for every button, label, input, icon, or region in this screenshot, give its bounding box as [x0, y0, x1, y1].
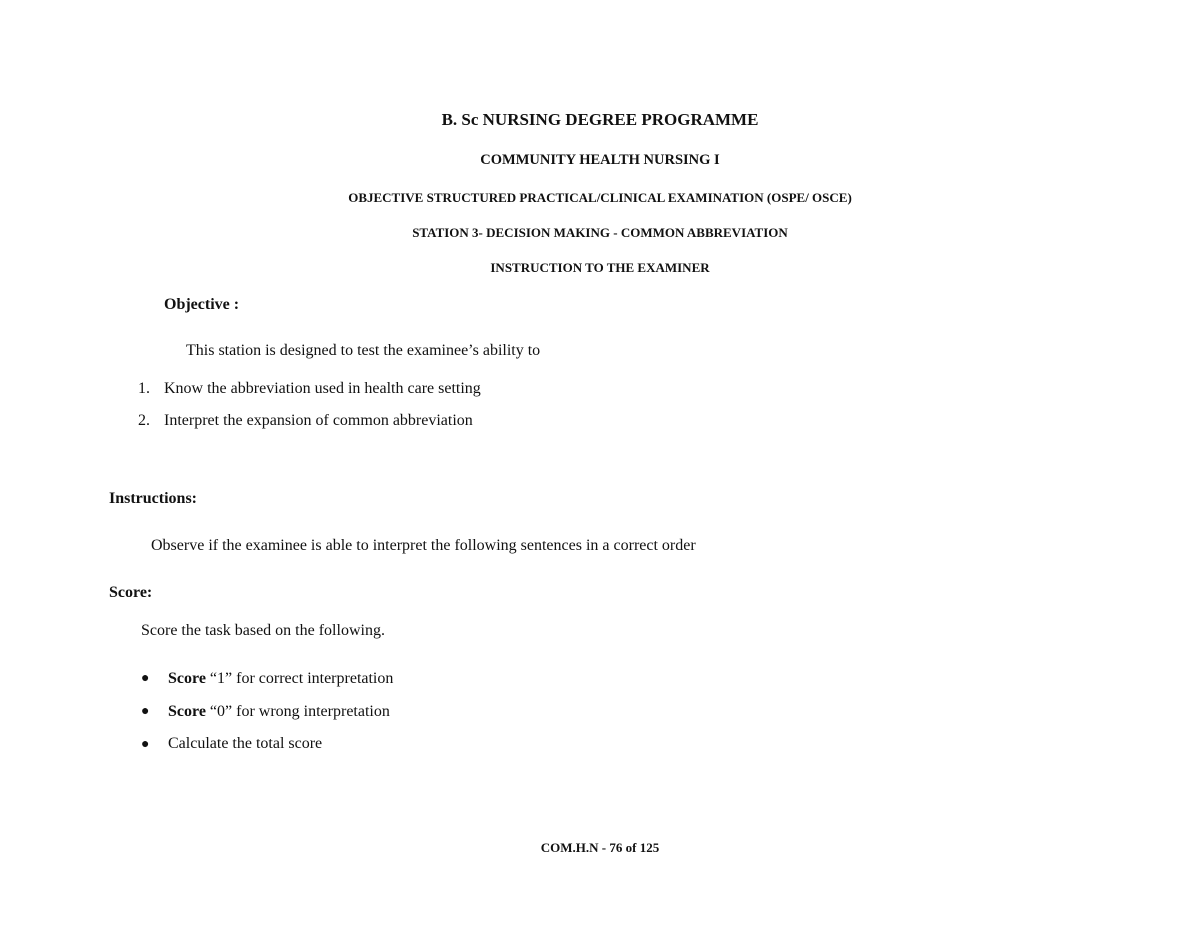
score-item-bold: Score — [168, 670, 206, 687]
page-footer: COM.H.N - 76 of 125 — [540, 840, 660, 855]
score-item-text: “1” for correct interpretation — [205, 670, 394, 687]
objective-item-text: Know the abbreviation used in health care setting — [164, 380, 481, 397]
score-item-text: Calculate the total score — [168, 735, 323, 752]
bullet-icon: ● — [141, 737, 150, 752]
score-item — [168, 670, 393, 688]
objective-item-number: 1. — [138, 380, 150, 397]
objective-intro: This station is designed to test the examinee’s ability to — [186, 342, 541, 359]
instructions-heading: Instructions: — [109, 490, 198, 507]
station-title: STATION 3- DECISION MAKING - COMMON ABBREVIATION — [412, 225, 788, 240]
score-intro: Score the task based on the following. — [141, 622, 385, 639]
score-heading: Score: — [109, 584, 153, 601]
bullet-icon: ● — [141, 704, 150, 719]
course-title: COMMUNITY HEALTH NURSING I — [480, 152, 720, 168]
objective-heading: Objective : — [164, 296, 240, 313]
objective-item-text: Interpret the expansion of common abbreviation — [164, 412, 473, 429]
score-item-bold: Score — [168, 703, 206, 720]
programme-title: B. Sc NURSING DEGREE PROGRAMME — [441, 110, 759, 129]
instruction-title: INSTRUCTION TO THE EXAMINER — [490, 260, 710, 275]
bullet-icon: ● — [141, 671, 150, 686]
score-item — [168, 735, 322, 753]
instructions-text: Observe if the examinee is able to interpret the following sentences in a correct order — [151, 537, 696, 554]
objective-item-number: 2. — [138, 412, 150, 429]
score-item-text: “0” for wrong interpretation — [205, 703, 390, 720]
exam-title: OBJECTIVE STRUCTURED PRACTICAL/CLINICAL EXAMINATION (OSPE/ OSCE) — [348, 190, 852, 205]
score-item — [168, 703, 390, 721]
